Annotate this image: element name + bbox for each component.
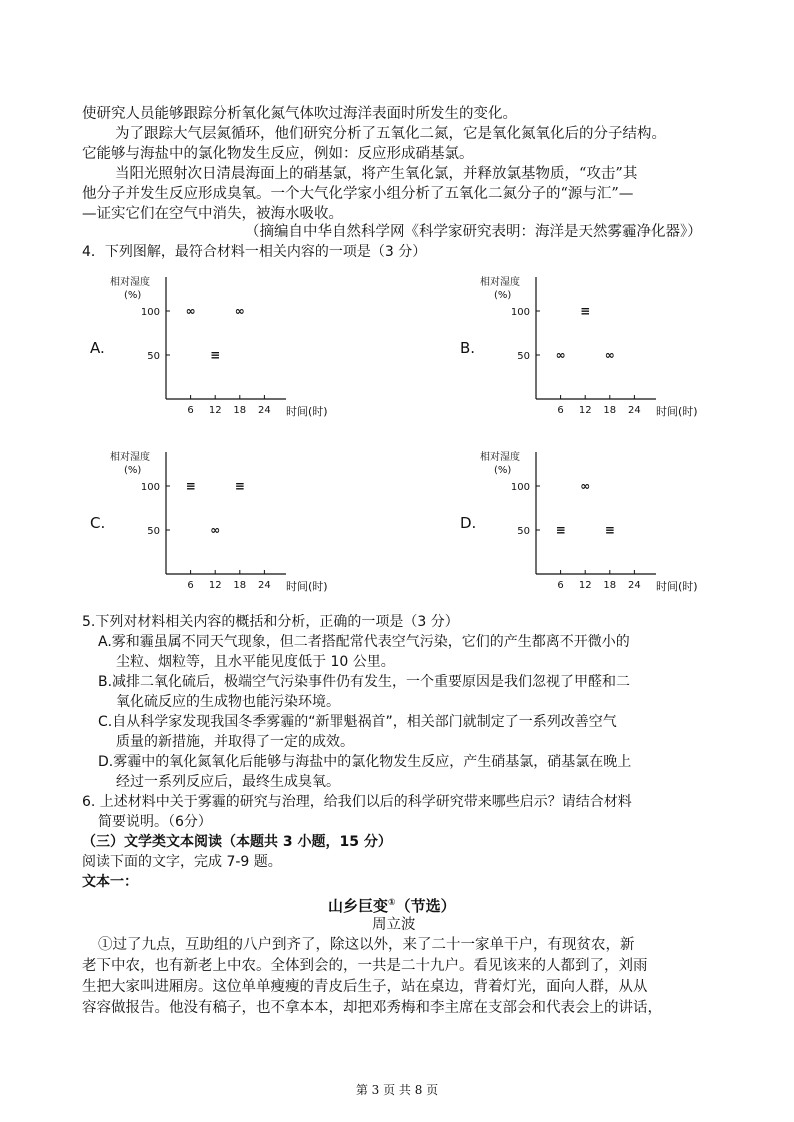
y-tick-label: 50 — [517, 351, 530, 362]
x-axis-label: 时间(时) — [286, 580, 328, 593]
story-footnote-mark: ① — [388, 898, 396, 908]
x-tick-label: 6 — [187, 405, 194, 416]
story-title-text: 山乡巨变 — [328, 897, 389, 915]
y-axis-label: 相对湿度 — [110, 452, 150, 463]
story-line-3: 生把大家叫进厢房。这位单单瘦瘦的青皮后生子，站在桌边，背着灯光，面向人群，从从 — [82, 979, 648, 995]
chart-d-svg — [450, 440, 720, 605]
question-5-stem: 5.下列对材料相关内容的概括和分析，正确的一项是（3 分） — [82, 614, 459, 630]
story-line-4: 容容做报告。他没有稿子，也不拿本本，却把邓秀梅和李主席在支部会和代表会上的讲话， — [82, 1000, 662, 1016]
option-c-line-2: 质量的新措施，并取得了一定的成效。 — [116, 734, 354, 750]
data-point: ≡ — [555, 523, 566, 537]
data-point: ∞ — [555, 348, 566, 362]
story-line-2: 老下中农，也有新老上中农。全体到会的，一共是二十九户。看见该来的人都到了，刘雨 — [82, 958, 648, 974]
para-line-2: 为了跟踪大气层氮循环，他们研究分析了五氧化二氮，它是氧化氮氧化后的分子结构。 — [115, 126, 666, 142]
x-tick-label: 6 — [187, 580, 194, 591]
source-citation: （摘编自中华自然科学网《科学家研究表明：海洋是天然雾霾净化器》） — [245, 224, 702, 240]
para-line-3: 它能够与海盐中的氯化物发生反应，例如：反应形成硝基氯。 — [82, 146, 474, 162]
story-author: 周立波 — [372, 917, 416, 933]
page-footer: 第 3 页 共 8 页 — [355, 1083, 439, 1097]
x-axis-label: 时间(时) — [656, 580, 698, 593]
story-title — [328, 893, 456, 916]
x-tick-label: 12 — [208, 580, 222, 591]
x-tick-label: 18 — [603, 580, 617, 591]
text-one-label: 文本一： — [82, 874, 138, 890]
data-point: ∞ — [210, 523, 221, 537]
data-point: ∞ — [580, 479, 591, 493]
x-tick-label: 18 — [233, 580, 247, 591]
data-point: ∞ — [234, 304, 245, 318]
x-axis-label: 时间(时) — [656, 405, 698, 418]
chart-a-svg — [80, 265, 350, 430]
option-d-line-2: 经过一系列反应后，最终生成臭氧。 — [116, 774, 340, 790]
x-tick-label: 12 — [578, 580, 592, 591]
x-tick-label: 6 — [557, 405, 564, 416]
y-axis-unit: (%) — [124, 290, 142, 301]
y-tick-label: 100 — [510, 307, 530, 318]
option-d-line-1: D.雾霾中的氧化氮氧化后能够与海盐中的氯化物发生反应，产生硝基氯，硝基氯在晚上 — [98, 754, 632, 770]
chart-c — [80, 440, 350, 605]
x-tick-label: 24 — [628, 580, 641, 591]
x-tick-label: 24 — [258, 580, 271, 591]
x-tick-label: 24 — [628, 405, 641, 416]
story-line-1: ①过了九点，互助组的八户到齐了，除这以外，来了二十一家单干户，有现贫农，新 — [98, 937, 635, 953]
x-axis-label: 时间(时) — [286, 405, 328, 418]
y-tick-label: 50 — [147, 526, 160, 537]
y-axis-unit: (%) — [494, 290, 512, 301]
data-point: ≡ — [234, 479, 245, 493]
question-6-line-1: 6. 上述材料中关于雾霾的研究与治理，给我们以后的科学研究带来哪些启示？请结合材料 — [82, 794, 632, 810]
section-3-title: （三）文学类文本阅读（本题共 3 小题，15 分） — [82, 834, 392, 850]
data-point: ≡ — [210, 348, 221, 362]
y-tick-label: 100 — [140, 482, 160, 493]
question-4: 4．下列图解，最符合材料一相关内容的一项是（3 分） — [82, 244, 427, 260]
para-line-6: —证实它们在空气中消失，被海水吸收。 — [82, 206, 343, 222]
option-letter: A. — [90, 339, 105, 357]
section-3-instruction: 阅读下面的文字，完成 7-9 题。 — [82, 854, 282, 870]
option-letter: C. — [90, 514, 106, 532]
y-axis-label: 相对湿度 — [480, 452, 520, 463]
y-axis-label: 相对湿度 — [480, 277, 520, 288]
option-letter: D. — [460, 514, 477, 532]
y-axis-unit: (%) — [124, 465, 142, 476]
y-tick-label: 100 — [140, 307, 160, 318]
y-axis-unit: (%) — [494, 465, 512, 476]
x-tick-label: 12 — [578, 405, 592, 416]
data-point: ∞ — [185, 304, 196, 318]
question-6-line-2: 简要说明。（6分） — [98, 814, 212, 830]
data-point: ≡ — [604, 523, 615, 537]
chart-d — [450, 440, 720, 605]
story-title-suffix: （节选） — [395, 897, 456, 915]
para-line-1: 使研究人员能够跟踪分析氧化氮气体吹过海洋表面时所发生的变化。 — [82, 106, 517, 122]
option-b-line-1: B.减排二氧化硫后，极端空气污染事件仍有发生，一个重要原因是我们忽视了甲醛和二 — [98, 674, 631, 690]
option-b-line-2: 氧化硫反应的生成物也能污染环境。 — [116, 694, 340, 710]
x-tick-label: 18 — [603, 405, 617, 416]
para-line-5: 他分子并发生反应形成臭氧。一个大气化学家小组分析了五氧化二氮分子的“源与汇”— — [82, 186, 634, 202]
chart-a — [80, 265, 350, 430]
option-a-line-2: 尘粒、烟粒等，且水平能见度低于 10 公里。 — [116, 654, 395, 670]
chart-b — [450, 265, 720, 430]
data-point: ∞ — [604, 348, 615, 362]
data-point: ≡ — [185, 479, 196, 493]
x-tick-label: 6 — [557, 580, 564, 591]
option-c-line-1: C.自从科学家发现我国冬季雾霾的“新罪魁祸首”，相关部门就制定了一系列改善空气 — [98, 714, 617, 730]
chart-c-svg — [80, 440, 350, 605]
data-point: ≡ — [580, 304, 591, 318]
option-letter: B. — [460, 339, 476, 357]
x-tick-label: 18 — [233, 405, 247, 416]
para-line-4: 当阳光照射次日清晨海面上的硝基氯，将产生氧化氯，并释放氯基物质，“攻击”其 — [115, 166, 638, 182]
x-tick-label: 24 — [258, 405, 271, 416]
y-axis-label: 相对湿度 — [110, 277, 150, 288]
y-tick-label: 50 — [147, 351, 160, 362]
x-tick-label: 12 — [208, 405, 222, 416]
chart-b-svg — [450, 265, 720, 430]
y-tick-label: 50 — [517, 526, 530, 537]
y-tick-label: 100 — [510, 482, 530, 493]
option-a-line-1: A.雾和霾虽属不同天气现象，但二者搭配常代表空气污染，它们的产生都离不开微小的 — [98, 634, 630, 650]
